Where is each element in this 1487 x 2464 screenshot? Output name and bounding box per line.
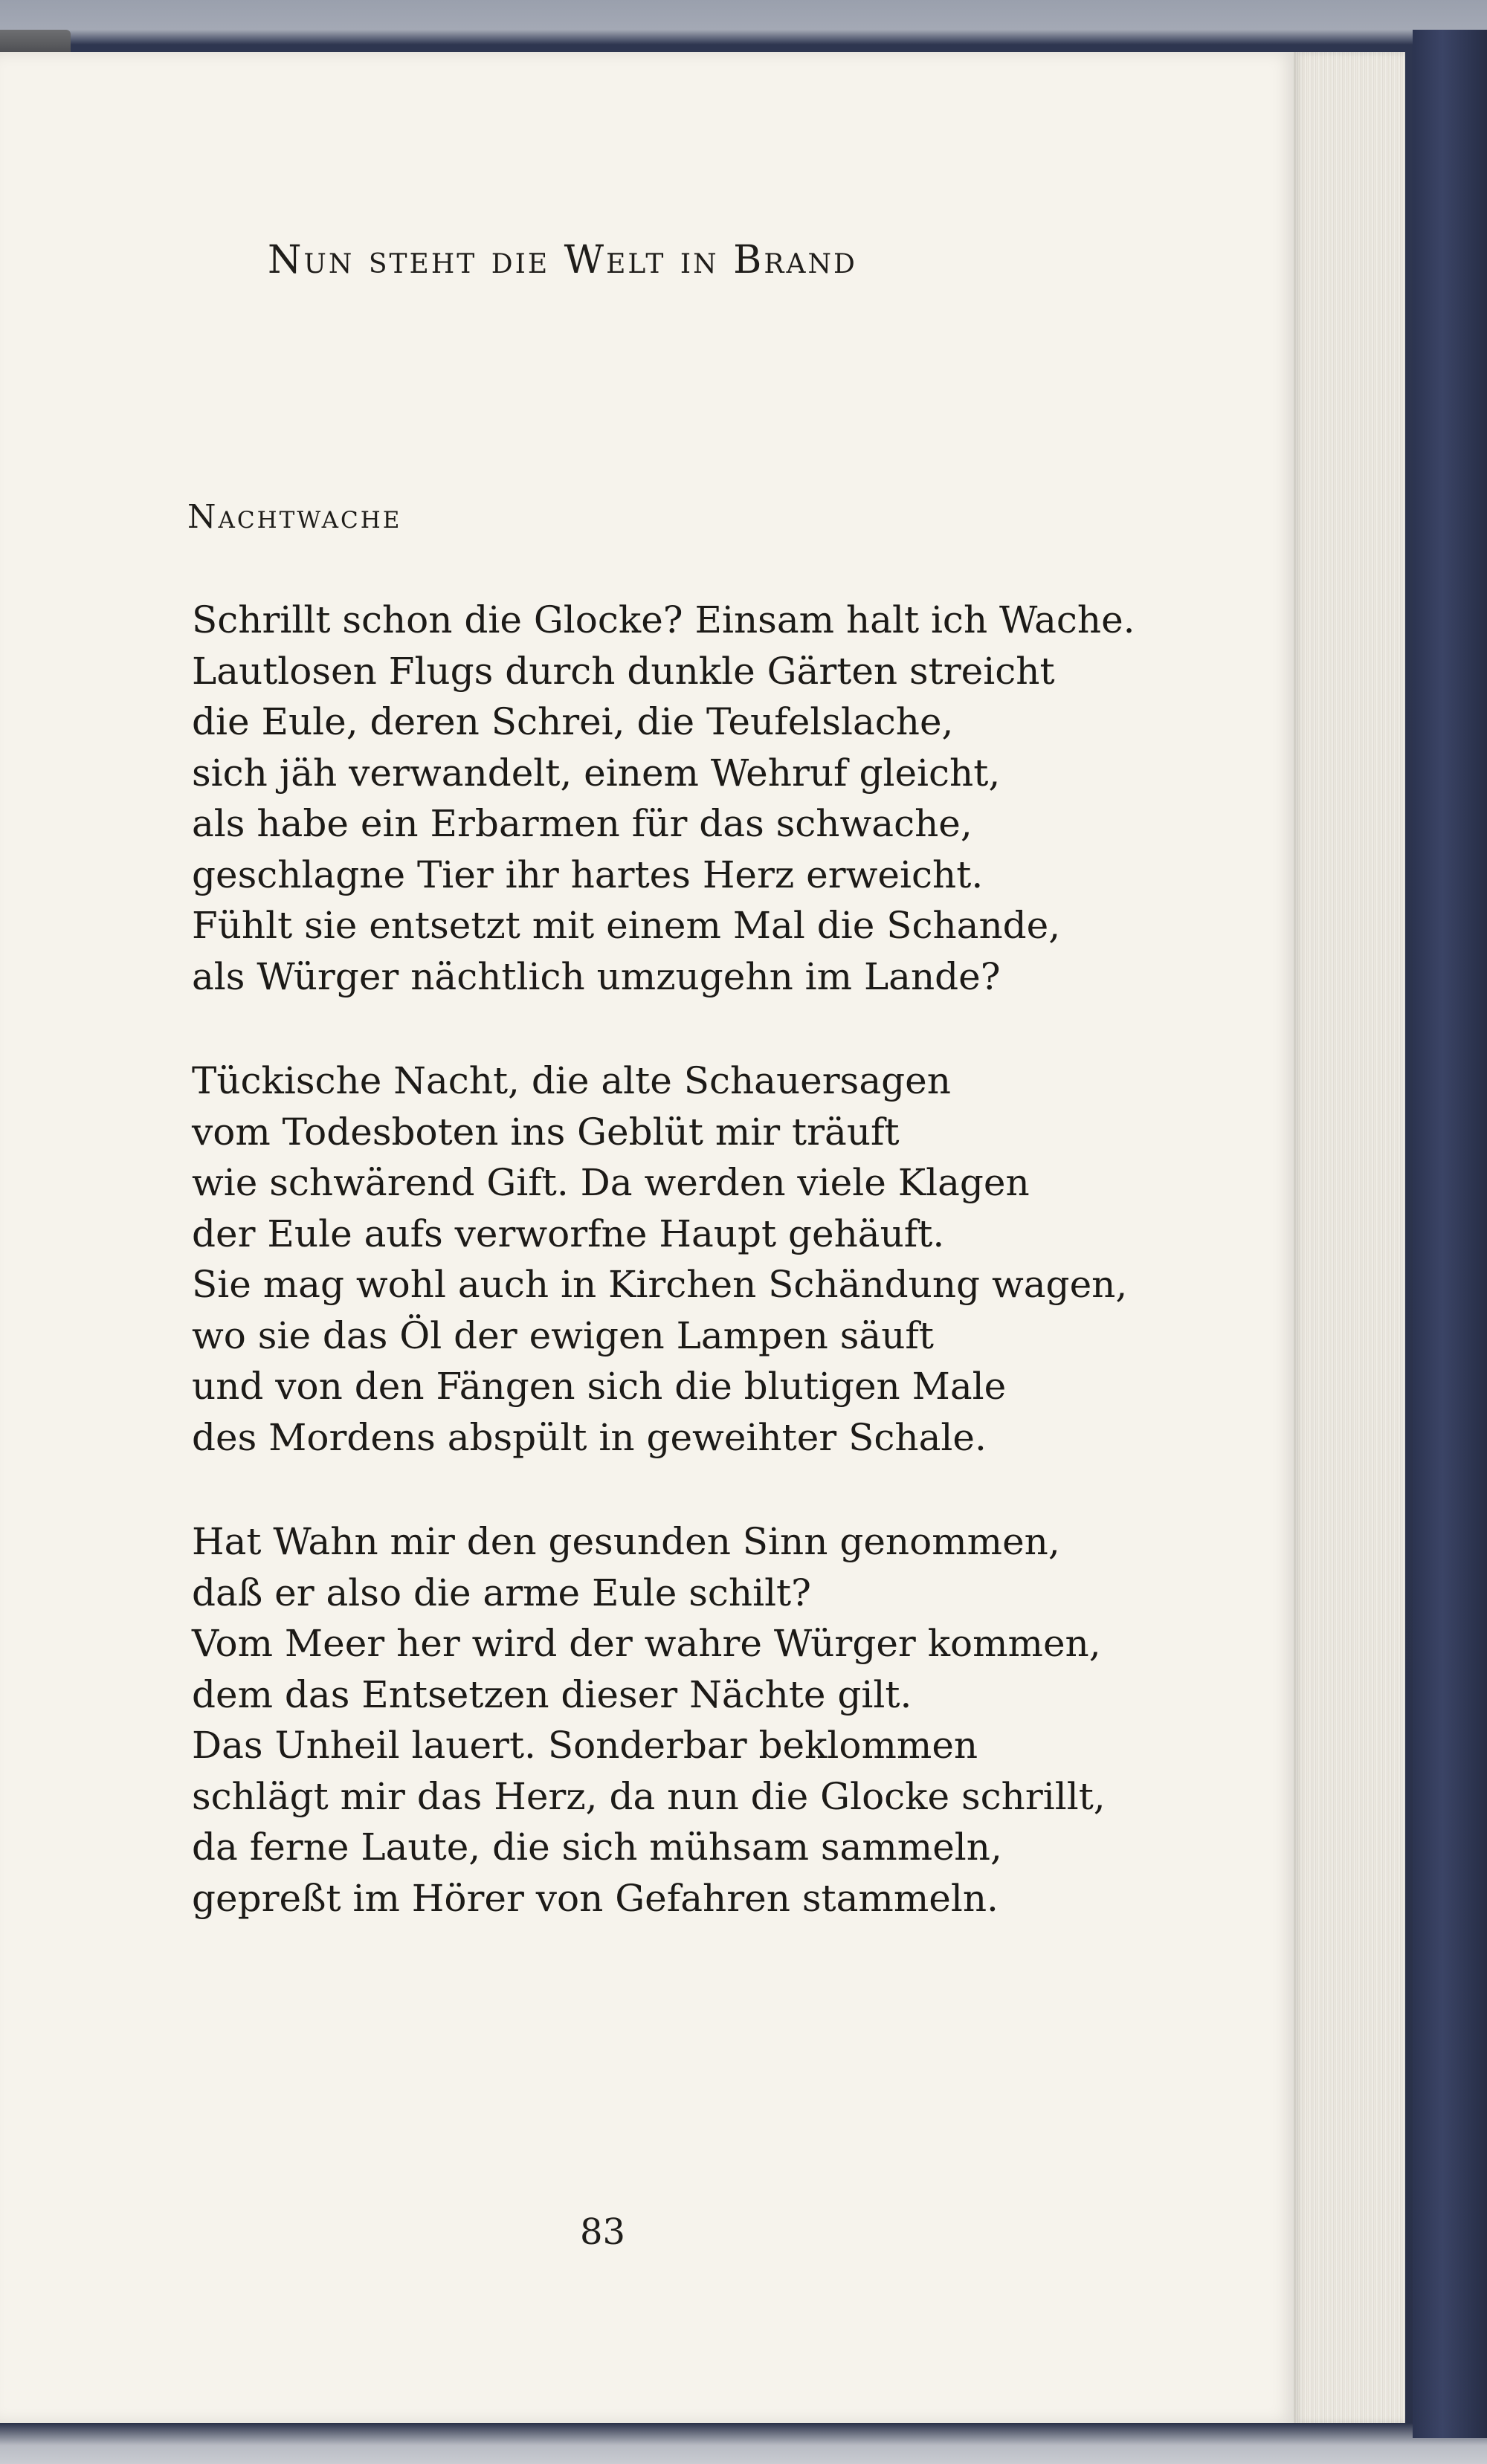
poem-line: schlägt mir das Herz, da nun die Glocke schrillt, (192, 1774, 1106, 1818)
poem-line: dem das Entsetzen dieser Nächte gilt. (192, 1672, 912, 1716)
poem-line: Hat Wahn mir den gesunden Sinn genommen, (192, 1520, 1060, 1563)
stanza-3 (192, 1516, 1106, 1924)
poem-line: Lautlosen Flugs durch dunkle Gärten streicht (192, 649, 1055, 693)
poem-line: vom Todesboten ins Geblüt mir träuft (192, 1110, 900, 1154)
poem-title: Nachtwache (187, 498, 402, 536)
poem-line: und von den Fängen sich die blutigen Male (192, 1365, 1007, 1408)
poem-line: gepreßt im Hörer von Gefahren stammeln. (192, 1876, 999, 1920)
poem-line: sich jäh verwandelt, einem Wehruf gleicht, (192, 751, 1001, 795)
poem-line: geschlagne Tier ihr hartes Herz erweicht. (192, 853, 984, 896)
running-head: Nun steht die Welt in Brand (268, 238, 857, 282)
poem-line: des Mordens abspült in geweihter Schale. (192, 1415, 987, 1459)
poem-line: daß er also die arme Eule schilt? (192, 1571, 811, 1614)
poem-line: wo sie das Öl der ewigen Lampen säuft (192, 1313, 935, 1357)
poem-line: wie schwärend Gift. Da werden viele Klagen (192, 1161, 1030, 1204)
page-edges (1294, 52, 1405, 2423)
poem-line: der Eule aufs verworfne Haupt gehäuft. (192, 1212, 945, 1255)
poem-line: die Eule, deren Schrei, die Teufelslache, (192, 700, 954, 743)
poem-line: Fühlt sie entsetzt mit einem Mal die Schande, (192, 904, 1061, 947)
page-number: 83 (580, 2211, 626, 2253)
poem-line: da ferne Laute, die sich mühsam sammeln, (192, 1826, 1002, 1869)
stanza-1 (192, 595, 1135, 1002)
poem-line: Vom Meer her wird der wahre Würger kommen, (192, 1622, 1101, 1665)
poem-line: Sie mag wohl auch in Kirchen Schändung wagen, (192, 1263, 1128, 1306)
poem-line: als habe ein Erbarmen für das schwache, (192, 802, 972, 845)
stanza-2 (192, 1055, 1127, 1463)
poem-line: Tückische Nacht, die alte Schauersagen (192, 1059, 951, 1102)
poem-line: Schrillt schon die Glocke? Einsam halt ich Wache. (192, 598, 1135, 641)
poem-line: als Würger nächtlich umzugehn im Lande? (192, 954, 1001, 998)
poem-line: Das Unheil lauert. Sonderbar beklommen (192, 1724, 978, 1767)
book-cover-edge (1413, 30, 1487, 2438)
